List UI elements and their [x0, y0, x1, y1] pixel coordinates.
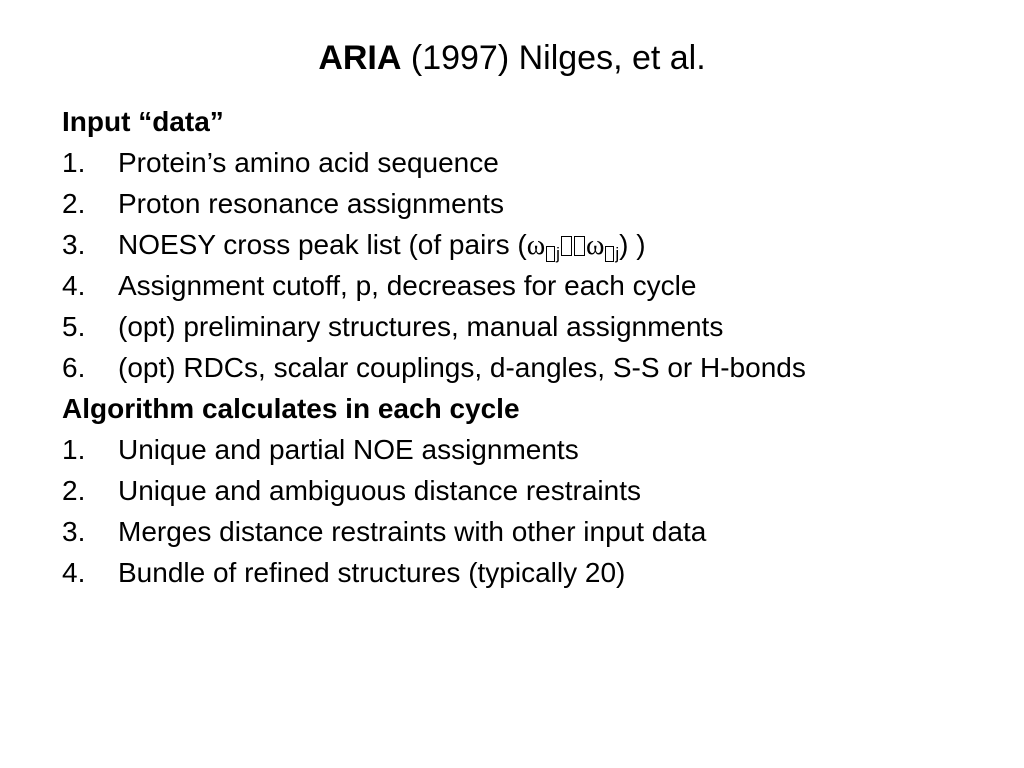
algorithm-item: [62, 429, 1002, 470]
subscript-index: j: [615, 244, 620, 263]
algorithm-item-number: 1.: [62, 434, 86, 465]
input-item-number: 4.: [62, 270, 86, 301]
slide-title: [0, 36, 1024, 80]
input-item-number: 1.: [62, 147, 86, 178]
slide-body: [62, 101, 1002, 593]
input-item: [62, 224, 1002, 265]
missing-glyph-sub-icon: [604, 244, 619, 263]
input-item: [62, 306, 1002, 347]
missing-glyph-icon: [561, 236, 572, 256]
algorithm-item-text: Merges distance restraints with other input data: [118, 516, 707, 547]
missing-glyph-sub-icon: [545, 244, 560, 263]
input-item-number: 5.: [62, 311, 86, 342]
input-item-text-before: NOESY cross peak list (of pairs (: [118, 229, 527, 260]
subscript-index: j: [556, 244, 560, 263]
input-item-text: (opt) RDCs, scalar couplings, d-angles, S-S or H-bonds: [118, 352, 806, 383]
algorithm-item-number: 4.: [62, 557, 86, 588]
algorithm-item-text: Unique and ambiguous distance restraints: [118, 475, 641, 506]
algorithm-heading: Algorithm calculates in each cycle: [62, 393, 520, 424]
title-citation: (1997) Nilges, et al.: [401, 39, 706, 77]
input-item-text: (opt) preliminary structures, manual assignments: [118, 311, 724, 342]
input-item: [62, 142, 1002, 183]
input-item-text: Protein’s amino acid sequence: [118, 147, 499, 178]
input-item-number: 2.: [62, 188, 86, 219]
input-item: [62, 347, 1002, 388]
algorithm-item-text: Unique and partial NOE assignments: [118, 434, 579, 465]
algorithm-item: [62, 552, 1002, 593]
input-item: [62, 183, 1002, 224]
algorithm-item: [62, 470, 1002, 511]
title-acronym: ARIA: [318, 39, 402, 77]
algorithm-item-number: 2.: [62, 475, 86, 506]
input-item-text: Proton resonance assignments: [118, 188, 504, 219]
input-data-heading: Input “data”: [62, 106, 224, 137]
missing-glyph-icon: [574, 236, 585, 256]
omega-symbol: ω: [526, 230, 546, 261]
algorithm-item-number: 3.: [62, 516, 86, 547]
omega-symbol: ω: [585, 230, 605, 261]
input-item-number: 3.: [62, 229, 86, 260]
input-item-number: 6.: [62, 352, 86, 383]
algorithm-item: [62, 511, 1002, 552]
input-item: [62, 265, 1002, 306]
algorithm-item-text: Bundle of refined structures (typically 20): [118, 557, 626, 588]
input-item-text-after: ) ): [619, 229, 646, 260]
input-item-text: Assignment cutoff, p, decreases for each cycle: [118, 270, 697, 301]
